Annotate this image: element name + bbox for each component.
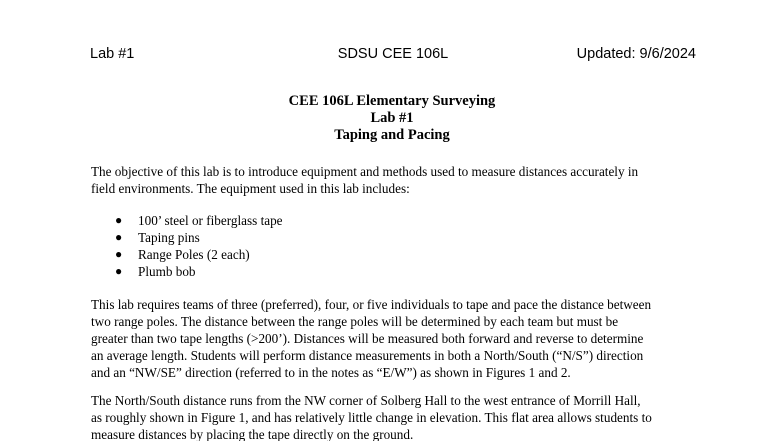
- intro-line: field environments. The equipment used in this lab includes:: [91, 181, 410, 196]
- header-updated-date: Updated: 9/6/2024: [576, 46, 696, 62]
- list-item: [114, 212, 283, 229]
- list-item: [114, 263, 283, 280]
- title-lab-number: Lab #1: [370, 110, 414, 126]
- teams-line: an average length. Students will perform distance measurements in both a North/South (“N/S”) direction: [91, 348, 644, 363]
- title-course-name: CEE 106L Elementary Surveying: [288, 93, 496, 109]
- teams-line: greater than two tape lengths (>200’). Distances will be measured both forward and reverse to determine: [91, 331, 644, 346]
- bullet-icon: ●: [115, 230, 123, 244]
- list-item: [114, 246, 283, 263]
- north-south-line: measure distances by placing the tape directly on the ground.: [91, 427, 414, 441]
- north-south-paragraph: [91, 392, 711, 441]
- header-course: SDSU CEE 106L: [337, 46, 449, 62]
- north-south-line: The North/South distance runs from the NW corner of Solberg Hall to the west entrance of Morrill Hall,: [91, 393, 641, 408]
- equipment-list: [114, 212, 283, 280]
- north-south-line: as roughly shown in Figure 1, and has relatively little change in elevation. This flat area allows students to: [91, 410, 652, 425]
- list-item-label: Range Poles (2 each): [138, 247, 250, 262]
- list-item-label: Plumb bob: [138, 264, 196, 279]
- list-item-label: 100’ steel or fiberglass tape: [138, 213, 283, 228]
- bullet-icon: ●: [115, 247, 123, 261]
- teams-paragraph: [91, 296, 711, 381]
- title-topic: Taping and Pacing: [334, 127, 450, 143]
- page-header: [90, 46, 696, 66]
- list-item-label: Taping pins: [138, 230, 200, 245]
- bullet-icon: ●: [115, 213, 123, 227]
- intro-paragraph: [91, 163, 711, 197]
- bullet-icon: ●: [115, 264, 123, 278]
- document-title: [0, 93, 784, 144]
- header-lab-number: Lab #1: [90, 46, 135, 62]
- list-item: [114, 229, 283, 246]
- intro-line: The objective of this lab is to introduce equipment and methods used to measure distances accurately in: [91, 164, 639, 179]
- teams-line: two range poles. The distance between the range poles will be determined by each team but must be: [91, 314, 619, 329]
- teams-line: and an “NW/SE” direction (referred to in the notes as “E/W”) as shown in Figures 1 and 2.: [91, 365, 571, 380]
- teams-line: This lab requires teams of three (preferred), four, or five individuals to tape and pace the distance between: [91, 297, 652, 312]
